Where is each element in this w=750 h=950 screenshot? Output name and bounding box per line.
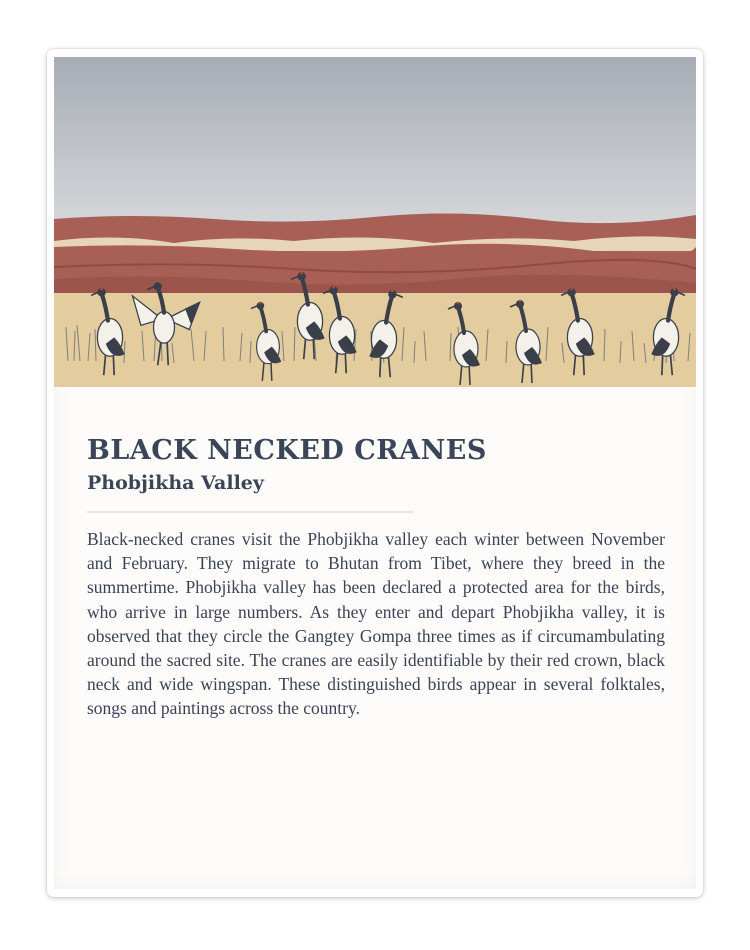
article-body: Black-necked cranes visit the Phobjikha valley each winter between November and February. They migrate to Bhutan from Tibet, where they breed in the summertime. Phobjikha valley has been declared a protected area for the birds, who arrive in large numbers. As they enter and depart Phobjikha valley, it is observed that they circle the Gangtey Gompa three times as if circumambulating around the sacred site. The cranes are easily identifiable by their red crown, black neck and wide wingspan. These distinguished birds appear in several folktales, songs and paintings across the country. xyxy=(87,529,665,719)
sky xyxy=(54,57,696,227)
page-subtitle: Phobjikha Valley xyxy=(87,472,264,494)
title-divider xyxy=(87,511,414,513)
info-card xyxy=(47,49,703,897)
crane-illustration xyxy=(54,57,696,387)
card-inner xyxy=(54,57,696,889)
page-title: BLACK NECKED CRANES xyxy=(87,435,487,466)
